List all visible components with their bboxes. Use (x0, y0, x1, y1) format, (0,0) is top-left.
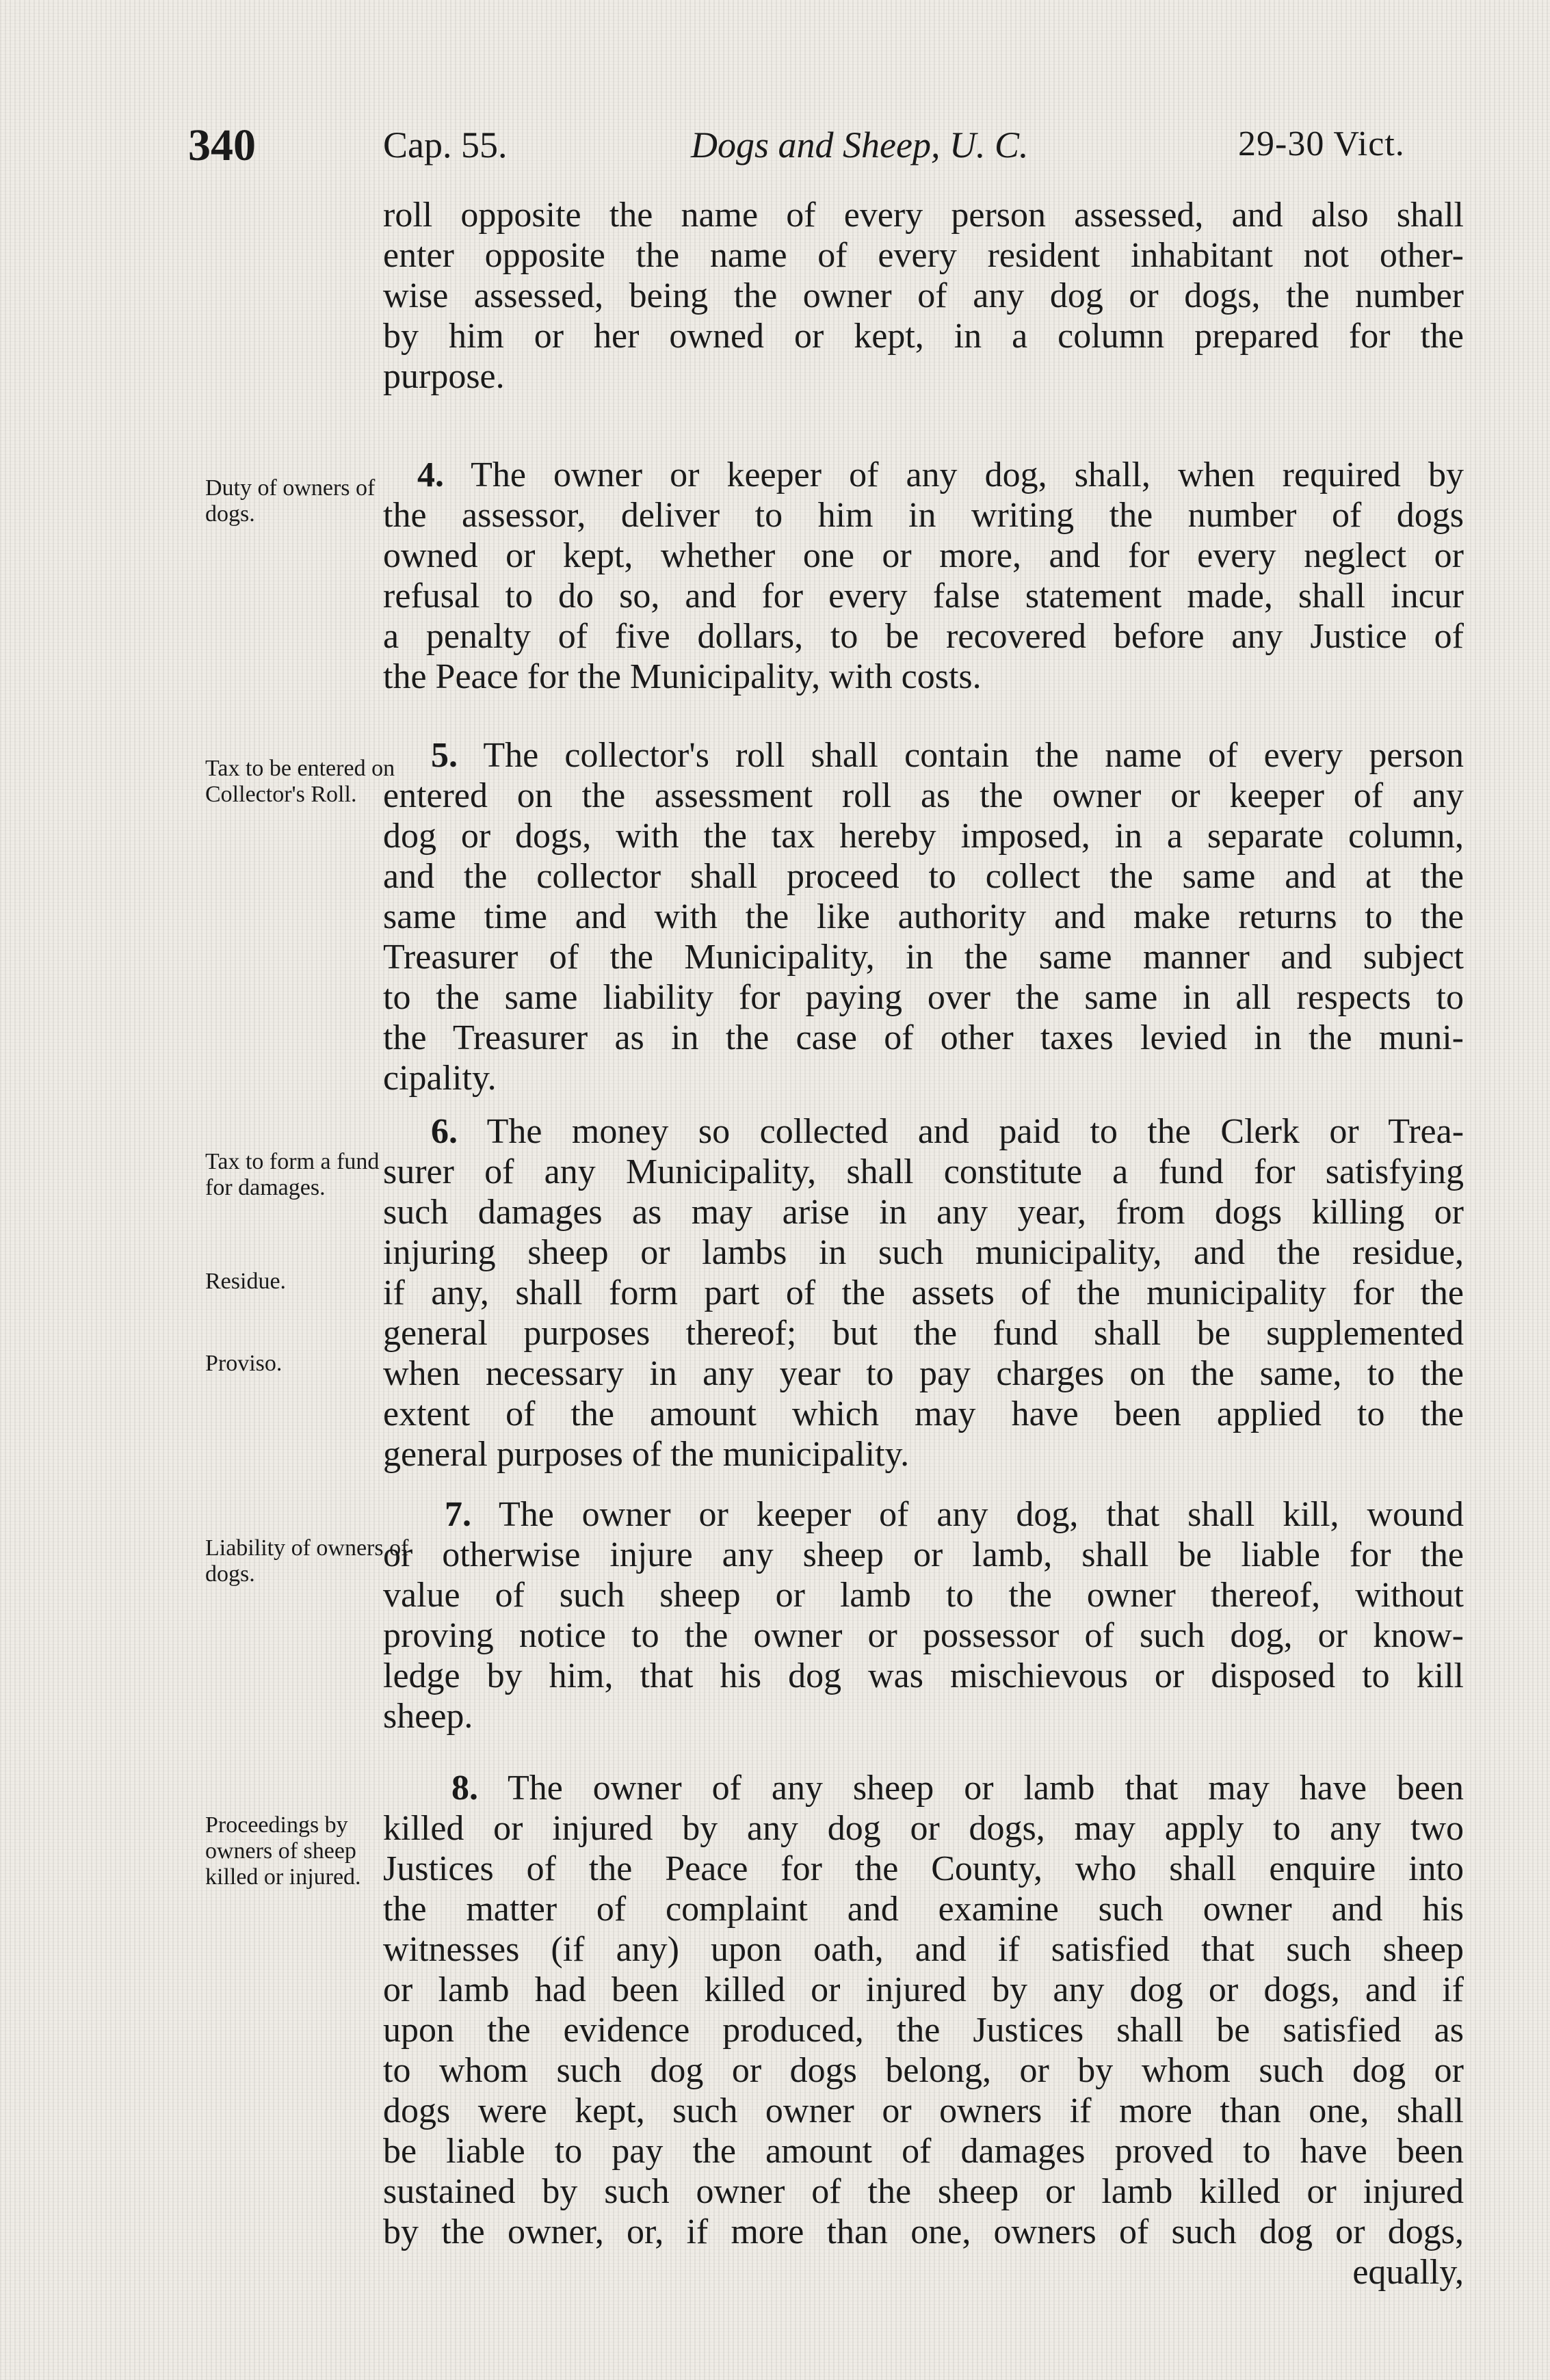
text-line: cipality. (383, 1059, 497, 1098)
text-line (383, 735, 1464, 776)
section-number: 6. (431, 1112, 458, 1151)
section-number: 7. (445, 1495, 471, 1534)
text-line: owned or kept, whether one or more, and for every neglect or (383, 536, 1464, 575)
text-line: the Treasurer as in the case of other taxes levied in the muni- (383, 1018, 1464, 1057)
text-line: to the same liability for paying over the same in all respects to (383, 978, 1464, 1017)
text-line: when necessary in any year to pay charges on the same, to the (383, 1354, 1464, 1393)
section-8 (383, 1768, 1464, 2292)
regnal-year: 29-30 Vict. (1238, 124, 1405, 163)
text-line: upon the evidence produced, the Justices shall be satisfied as (383, 2011, 1464, 2050)
text-line: and the collector shall proceed to collect the same and at the (383, 857, 1464, 896)
text-line: be liable to pay the amount of damages proved to have been (383, 2132, 1464, 2171)
text-line: Treasurer of the Municipality, in the same manner and subject (383, 938, 1464, 977)
text-line: killed or injured by any dog or dogs, may apply to any two (383, 1809, 1464, 1848)
text-line: sustained by such owner of the sheep or lamb killed or injured (383, 2172, 1464, 2211)
text-line (383, 1768, 1464, 1808)
text-line (383, 1111, 1464, 1152)
text-line: witnesses (if any) upon oath, and if satisfied that such sheep (383, 1930, 1464, 1969)
text-line: wise assessed, being the owner of any dog or dogs, the number (383, 276, 1464, 315)
margin-note: Proceedings by owners of sheep killed or injured. (205, 1812, 361, 1890)
text-line: to whom such dog or dogs belong, or by whom such dog or (383, 2051, 1464, 2090)
page-header (0, 120, 1550, 195)
section-continued (383, 195, 1464, 397)
text-line (383, 455, 1464, 495)
text-line: or lamb had been killed or injured by any dog or dogs, and if (383, 1970, 1464, 2009)
text-line: surer of any Municipality, shall constitute a fund for satisfying (383, 1152, 1464, 1191)
text-line: Justices of the Peace for the County, who shall enquire into (383, 1849, 1464, 1888)
text-line: equally, (1352, 2253, 1464, 2292)
margin-note: Liability of owners of dogs. (205, 1535, 409, 1587)
text-line: general purposes of the municipality. (383, 1435, 910, 1474)
chapter-number: Cap. 55. (383, 124, 508, 166)
section-text: The collector's roll shall contain the name of every person (483, 736, 1464, 775)
section-number: 4. (417, 455, 444, 494)
margin-note: Proviso. (205, 1351, 283, 1376)
text-line: by him or her owned or kept, in a column prepared for the (383, 317, 1464, 356)
text-line: refusal to do so, and for every false statement made, shall incur (383, 577, 1464, 616)
text-line: entered on the assessment roll as the owner or keeper of any (383, 776, 1464, 815)
text-line (383, 1494, 1464, 1535)
text-line: if any, shall form part of the assets of the municipality for the (383, 1273, 1464, 1312)
margin-note: Residue. (205, 1269, 287, 1294)
text-line: such damages as may arise in any year, from dogs killing or (383, 1193, 1464, 1232)
text-line: the assessor, deliver to him in writing the number of dogs (383, 496, 1464, 535)
margin-note: Tax to be entered on Collector's Roll. (205, 756, 395, 807)
margin-note: Tax to form a fund for damages. (205, 1149, 380, 1200)
text-line: extent of the amount which may have been applied to the (383, 1394, 1464, 1433)
text-line: a penalty of five dollars, to be recovered before any Justice of (383, 617, 1464, 656)
section-number: 5. (431, 736, 458, 775)
section-4 (383, 455, 1464, 697)
section-text: The owner or keeper of any dog, that shall kill, wound (498, 1495, 1464, 1534)
section-text: The owner or keeper of any dog, shall, when required by (471, 455, 1464, 494)
text-line: general purposes thereof; but the fund shall be supplemented (383, 1314, 1464, 1353)
text-line: the Peace for the Municipality, with costs. (383, 657, 982, 696)
text-line: purpose. (383, 357, 505, 396)
text-line: value of such sheep or lamb to the owner thereof, without (383, 1576, 1464, 1615)
text-line: or otherwise injure any sheep or lamb, shall be liable for the (383, 1535, 1464, 1574)
text-line: enter opposite the name of every resident inhabitant not other- (383, 236, 1464, 275)
text-line: by the owner, or, if more than one, owners of such dog or dogs, (383, 2212, 1464, 2251)
page-number: 340 (188, 120, 256, 170)
text-line: injuring sheep or lambs in such municipality, and the residue, (383, 1233, 1464, 1272)
section-6 (383, 1111, 1464, 1475)
section-text: The owner of any sheep or lamb that may have been (508, 1769, 1464, 1808)
section-5 (383, 735, 1464, 1098)
text-line: same time and with the like authority and make returns to the (383, 897, 1464, 936)
margin-note: Duty of owners of dogs. (205, 475, 376, 527)
text-line: ledge by him, that his dog was mischievous or disposed to kill (383, 1656, 1464, 1695)
section-text: The money so collected and paid to the Clerk or Trea- (486, 1112, 1464, 1151)
section-7 (383, 1494, 1464, 1736)
text-line: the matter of complaint and examine such owner and his (383, 1890, 1464, 1929)
text-line: dog or dogs, with the tax hereby imposed, in a separate column, (383, 817, 1464, 856)
text-line: roll opposite the name of every person assessed, and also shall (383, 196, 1464, 235)
running-title: Dogs and Sheep, U. C. (691, 124, 1029, 166)
text-line: proving notice to the owner or possessor of such dog, or know- (383, 1616, 1464, 1655)
text-line: sheep. (383, 1697, 473, 1736)
text-line: dogs were kept, such owner or owners if more than one, shall (383, 2091, 1464, 2130)
section-number: 8. (451, 1769, 478, 1808)
